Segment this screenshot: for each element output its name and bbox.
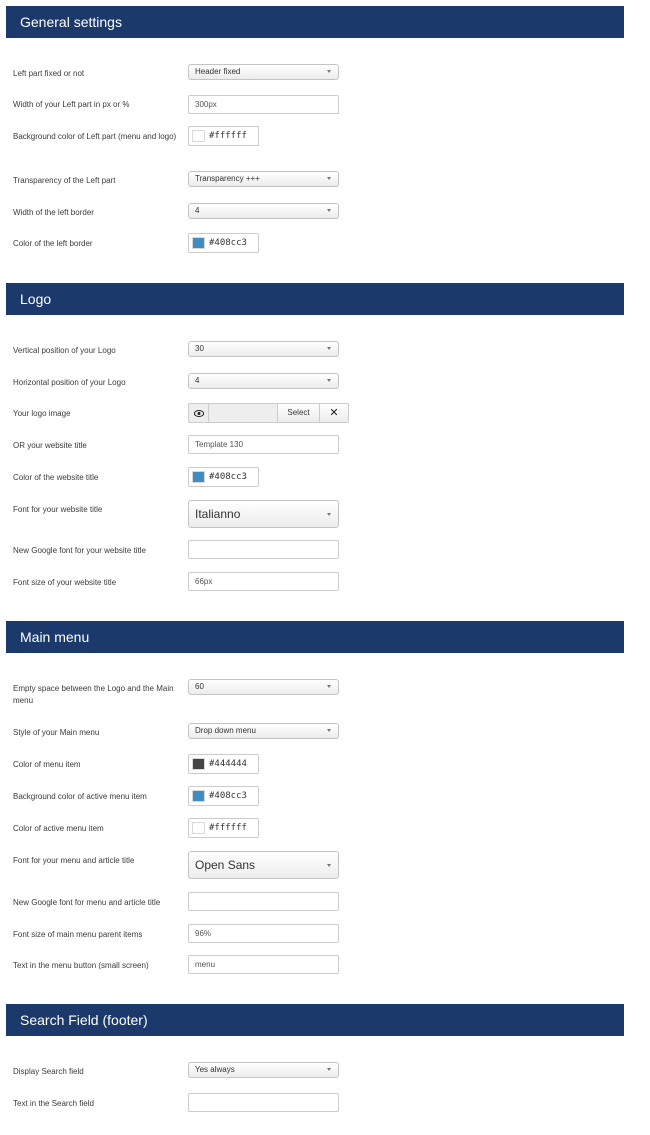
section-header-logo: Logo [6, 283, 624, 315]
label-parent-size: Font size of main menu parent items [13, 930, 143, 939]
label-border-color: Color of the left border [13, 239, 93, 248]
label-menu-style: Style of your Main menu [13, 728, 100, 737]
input-website-title[interactable]: Template 130 [188, 435, 339, 454]
select-value: Yes always [195, 1065, 235, 1074]
label-menu-space: Empty space between the Logo and the Main menu [13, 684, 174, 705]
chevron-down-icon [327, 1068, 331, 1071]
input-menu-google-font[interactable] [188, 892, 339, 911]
select-value: Header fixed [195, 67, 241, 76]
section-header-main-menu: Main menu [6, 621, 624, 653]
chevron-down-icon [327, 379, 331, 382]
color-swatch [192, 130, 205, 142]
label-transparency: Transparency of the Left part [13, 176, 116, 185]
label-menu-font: Font for your menu and article title [13, 856, 135, 865]
label-active-color: Color of active menu item [13, 824, 104, 833]
color-picker-title-color[interactable] [188, 467, 259, 487]
select-menu-font[interactable] [188, 851, 339, 879]
media-field-logo-image [188, 403, 349, 423]
input-parent-size[interactable]: 96% [188, 924, 339, 943]
label-active-bg: Background color of active menu item [13, 792, 147, 801]
section-header-search: Search Field (footer) [6, 1004, 624, 1036]
color-value: #444444 [209, 759, 247, 769]
label-search-text: Text in the Search field [13, 1099, 94, 1108]
color-picker-left-part-bg[interactable] [188, 126, 259, 146]
select-menu-space[interactable] [188, 679, 339, 695]
select-display-search[interactable] [188, 1062, 339, 1078]
clear-image-button[interactable] [320, 403, 349, 423]
label-title-color: Color of the website title [13, 473, 99, 482]
select-transparency[interactable] [188, 171, 339, 187]
label-title-font: Font for your website title [13, 505, 103, 514]
section-header-general: General settings [6, 6, 624, 38]
select-logo-hpos[interactable] [188, 373, 339, 389]
select-value: 30 [195, 344, 204, 353]
color-swatch [192, 822, 205, 834]
label-border-width: Width of the left border [13, 208, 94, 217]
select-border-width[interactable] [188, 203, 339, 219]
select-value: 4 [195, 206, 200, 215]
select-menu-style[interactable] [188, 723, 339, 739]
label-left-part-fixed: Left part fixed or not [13, 69, 85, 78]
select-left-part-fixed[interactable] [188, 64, 339, 80]
input-title-size[interactable]: 66px [188, 572, 339, 591]
color-picker-active-color[interactable] [188, 818, 259, 838]
select-image-button[interactable]: Select [278, 403, 320, 423]
chevron-down-icon [327, 177, 331, 180]
color-picker-border-color[interactable] [188, 233, 259, 253]
color-picker-menu-item[interactable] [188, 754, 259, 774]
label-left-part-width: Width of your Left part in px or % [13, 100, 130, 109]
label-logo-image: Your logo image [13, 409, 71, 418]
chevron-down-icon [327, 685, 331, 688]
color-swatch [192, 237, 205, 249]
select-value: 4 [195, 376, 200, 385]
color-picker-active-bg[interactable] [188, 786, 259, 806]
input-left-part-width[interactable]: 300px [188, 95, 339, 114]
color-value: #ffffff [209, 131, 247, 141]
input-menu-button-text[interactable]: menu [188, 955, 339, 974]
color-swatch [192, 758, 205, 770]
chevron-down-icon [327, 347, 331, 350]
chevron-down-icon [327, 513, 331, 516]
label-logo-hpos: Horizontal position of your Logo [13, 378, 126, 387]
media-path-field[interactable] [208, 403, 278, 423]
chevron-down-icon [327, 70, 331, 73]
label-display-search: Display Search field [13, 1067, 84, 1076]
select-value: Drop down menu [195, 726, 256, 735]
select-value: 60 [195, 682, 204, 691]
label-menu-google-font: New Google font for menu and article title [13, 898, 161, 907]
select-title-font[interactable] [188, 500, 339, 528]
label-menu-button-text: Text in the menu button (small screen) [13, 961, 149, 970]
label-left-part-bg: Background color of Left part (menu and logo) [13, 132, 177, 141]
color-value: #408cc3 [209, 238, 247, 248]
color-value: #ffffff [209, 823, 247, 833]
preview-eye-button[interactable] [188, 403, 208, 423]
input-search-text[interactable] [188, 1093, 339, 1112]
label-website-title: OR your website title [13, 441, 87, 450]
color-swatch [192, 471, 205, 483]
select-value: Transparency +++ [195, 174, 260, 183]
color-swatch [192, 790, 205, 802]
select-value: Open Sans [195, 858, 256, 872]
chevron-down-icon [327, 864, 331, 867]
eye-icon [194, 410, 204, 417]
close-icon: ✕ [329, 407, 339, 419]
select-value: Italianno [195, 507, 241, 521]
input-title-google-font[interactable] [188, 540, 339, 559]
label-logo-vpos: Vertical position of your Logo [13, 346, 116, 355]
color-value: #408cc3 [209, 472, 247, 482]
label-title-size: Font size of your website title [13, 578, 117, 587]
select-logo-vpos[interactable] [188, 341, 339, 357]
chevron-down-icon [327, 729, 331, 732]
label-title-google-font: New Google font for your website title [13, 546, 146, 555]
color-value: #408cc3 [209, 791, 247, 801]
chevron-down-icon [327, 209, 331, 212]
label-menu-item-color: Color of menu item [13, 760, 81, 769]
